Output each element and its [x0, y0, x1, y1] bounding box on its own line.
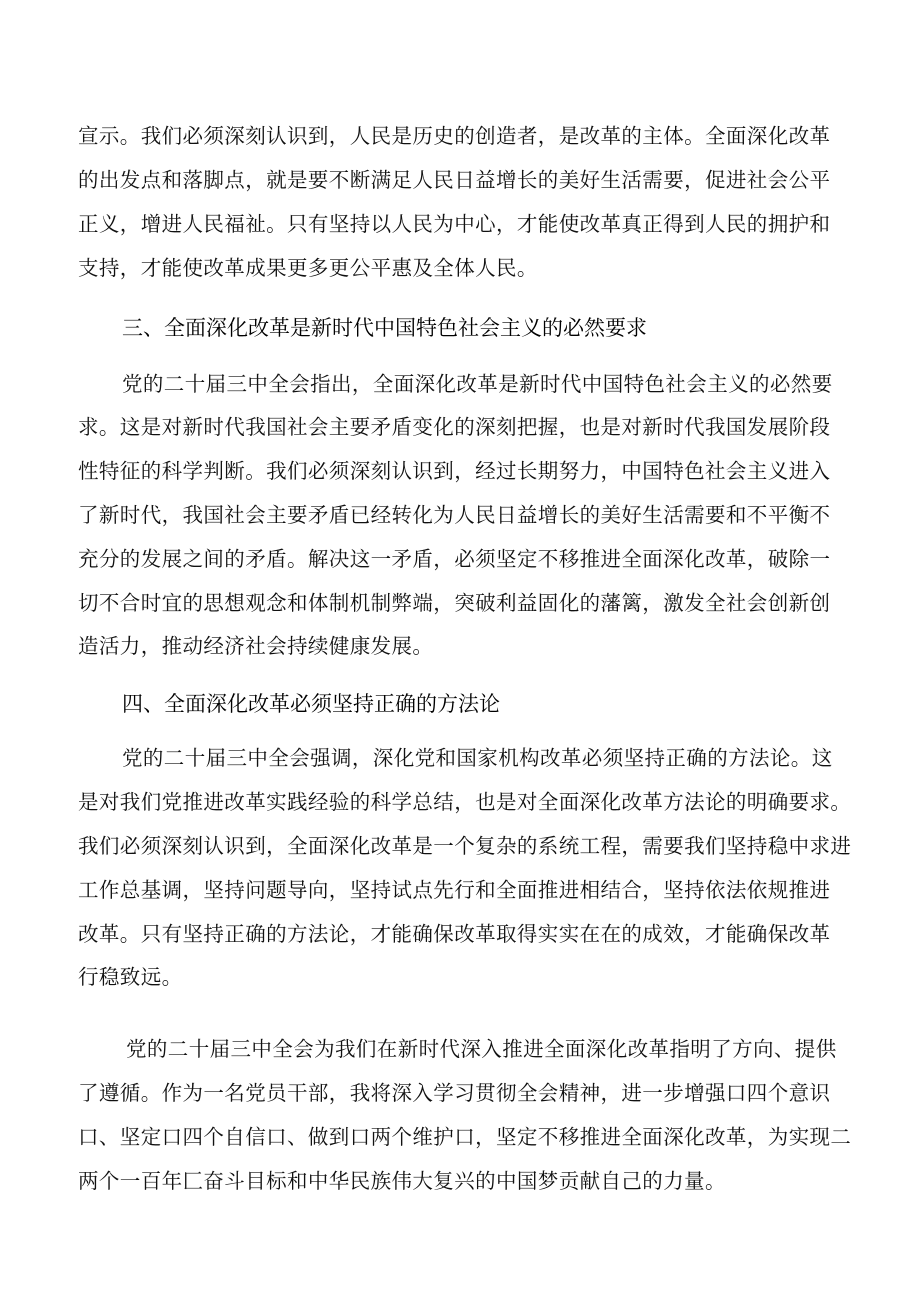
paragraph-line: 宣示。我们必须深刻认识到，人民是历史的创造者，是改革的主体。全面深化改革	[78, 124, 831, 148]
section-heading-4: 四、全面深化改革必须坚持正确的方法论	[122, 692, 500, 716]
paragraph-line: 两个一百年匚奋斗目标和中华民族伟大复兴的中国梦贡献自己的力量。	[78, 1169, 726, 1193]
paragraph-line: 行稳致远。	[78, 965, 183, 989]
paragraph-line: 充分的发展之间的矛盾。解决这一矛盾，必须坚定不移推进全面深化改革，破除一	[78, 547, 831, 571]
paragraph-line: 工作总基调，坚持问题导向，坚持试点先行和全面推进相结合，坚持依法依规推进	[78, 878, 831, 902]
paragraph-line: 求。这是对新时代我国社会主要矛盾变化的深刻把握，也是对新时代我国发展阶段	[78, 415, 831, 439]
paragraph-line: 造活力，推动经济社会持续健康发展。	[78, 634, 434, 658]
section-heading-3: 三、全面深化改革是新时代中国特色社会主义的必然要求	[122, 316, 647, 340]
paragraph-line: 口、坚定口四个自信口、做到口两个维护口，坚定不移推进全面深化改革，为实现二	[78, 1125, 852, 1149]
paragraph-line: 党的二十届三中全会指出，全面深化改革是新时代中国特色社会主义的必然要	[122, 372, 833, 396]
paragraph-line: 党的二十届三中全会强调，深化党和国家机构改革必须坚持正确的方法论。这	[122, 746, 833, 770]
paragraph-line: 了遵循。作为一名党员干部，我将深入学习贯彻全会精神，进一步增强口四个意识	[78, 1081, 831, 1105]
paragraph-line: 我们必须深刻认识到，全面深化改革是一个复杂的系统工程，需要我们坚持稳中求进	[78, 834, 852, 858]
paragraph-line: 了新时代，我国社会主要矛盾已经转化为人民日益增长的美好生活需要和不平衡不	[78, 503, 831, 527]
paragraph-line: 的出发点和落脚点，就是要不断满足人民日益增长的美好生活需要，促进社会公平	[78, 168, 831, 192]
paragraph-line: 党的二十届三中全会为我们在新时代深入推进全面深化改革指明了方向、提供	[126, 1037, 837, 1061]
paragraph-line: 正义，增进人民福祉。只有坚持以人民为中心，才能使改革真正得到人民的拥护和	[78, 212, 831, 236]
paragraph-line: 切不合时宜的思想观念和体制机制弊端，突破利益固化的藩篱，激发全社会创新创	[78, 591, 831, 615]
paragraph-line: 改革。只有坚持正确的方法论，才能确保改革取得实实在在的成效，才能确保改革	[78, 922, 831, 946]
paragraph-line: 是对我们党推进改革实践经验的科学总结，也是对全面深化改革方法论的明确要求。	[78, 790, 852, 814]
paragraph-line: 支持，才能使改革成果更多更公平惠及全体人民。	[78, 256, 538, 280]
paragraph-line: 性特征的科学判断。我们必须深刻认识到，经过长期努力，中国特色社会主义进入	[78, 459, 831, 483]
